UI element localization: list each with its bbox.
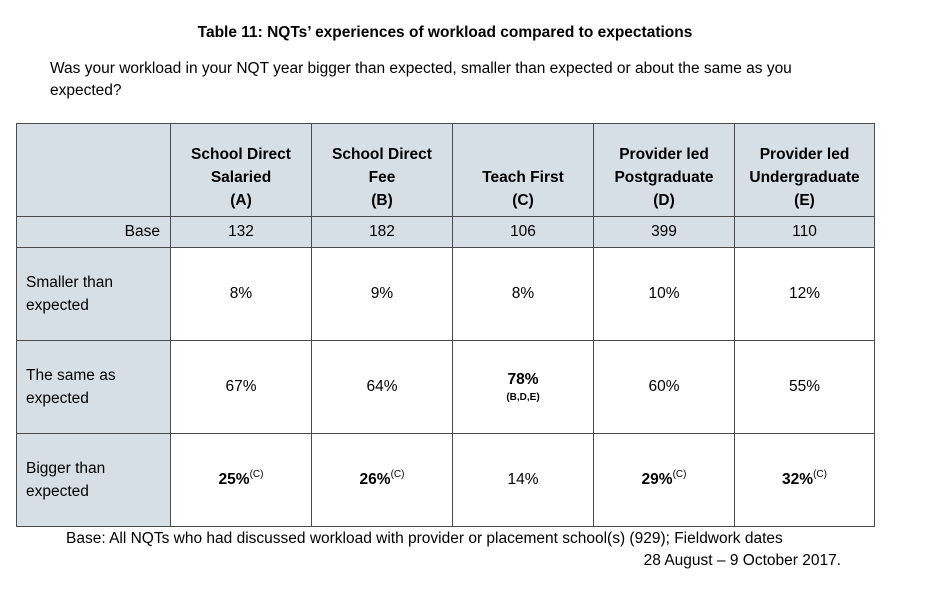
data-cell-significant: 29%$^{(C)}$ xyxy=(594,434,735,527)
header-row xyxy=(17,124,875,217)
data-cell-significant: 78% (B,D,E) xyxy=(453,341,594,434)
data-cell: 60% xyxy=(594,341,735,434)
data-cell: 12% xyxy=(735,248,875,341)
data-cell: 55% xyxy=(735,341,875,434)
data-cell: 14% xyxy=(453,434,594,527)
data-cell-significant: 26%$^{(C)}$ xyxy=(312,434,453,527)
data-cell-significant: 25%$^{(C)}$ xyxy=(171,434,312,527)
row-label: The same as expected xyxy=(17,341,171,434)
results-table xyxy=(16,123,875,527)
column-header-d: Provider led Postgraduate (D) xyxy=(594,124,735,217)
significance-note: (C) xyxy=(672,469,687,481)
data-cell: 9% xyxy=(312,248,453,341)
significance-note: (B,D,E) xyxy=(506,392,540,403)
column-header-b: School Direct Fee (B) xyxy=(312,124,453,217)
header-corner-cell xyxy=(17,124,171,217)
base-value-e: 110 xyxy=(735,217,875,248)
table-row xyxy=(17,434,875,527)
data-cell-significant: 32%$^{(C)}$ xyxy=(735,434,875,527)
base-value-c: 106 xyxy=(453,217,594,248)
significance-note: (C) xyxy=(813,469,827,481)
column-header-e: Provider led Undergraduate (E) xyxy=(735,124,875,217)
column-header-a: School Direct Salaried (A) xyxy=(171,124,312,217)
data-cell: 67% xyxy=(171,341,312,434)
base-value-b: 182 xyxy=(312,217,453,248)
table-row xyxy=(17,341,875,434)
base-row xyxy=(17,217,875,248)
significance-note: (C) xyxy=(390,469,405,481)
base-value-a: 132 xyxy=(171,217,312,248)
data-cell: 8% xyxy=(453,248,594,341)
base-label: Base xyxy=(17,217,171,248)
data-cell: 8% xyxy=(171,248,312,341)
row-label: Bigger than expected xyxy=(17,434,171,527)
data-cell: 64% xyxy=(312,341,453,434)
column-header-c: Teach First (C) xyxy=(453,124,594,217)
table-title: Table 11: NQTs’ experiences of workload compared to expectations xyxy=(197,24,693,41)
significance-note: (C) xyxy=(249,469,264,481)
base-value-d: 399 xyxy=(594,217,735,248)
row-label: Smaller than expected xyxy=(17,248,171,341)
footnote-dates: 28 August – 9 October 2017. xyxy=(643,552,841,569)
survey-question: Was your workload in your NQT year bigger than expected, smaller than expected or about the same as you expected? xyxy=(50,60,792,99)
table-row xyxy=(17,248,875,341)
data-cell: 10% xyxy=(594,248,735,341)
base-footnote xyxy=(66,528,841,572)
footnote-line: Base: All NQTs who had discussed workload with provider or placement school(s) (929); Fieldwork dates xyxy=(66,530,783,547)
